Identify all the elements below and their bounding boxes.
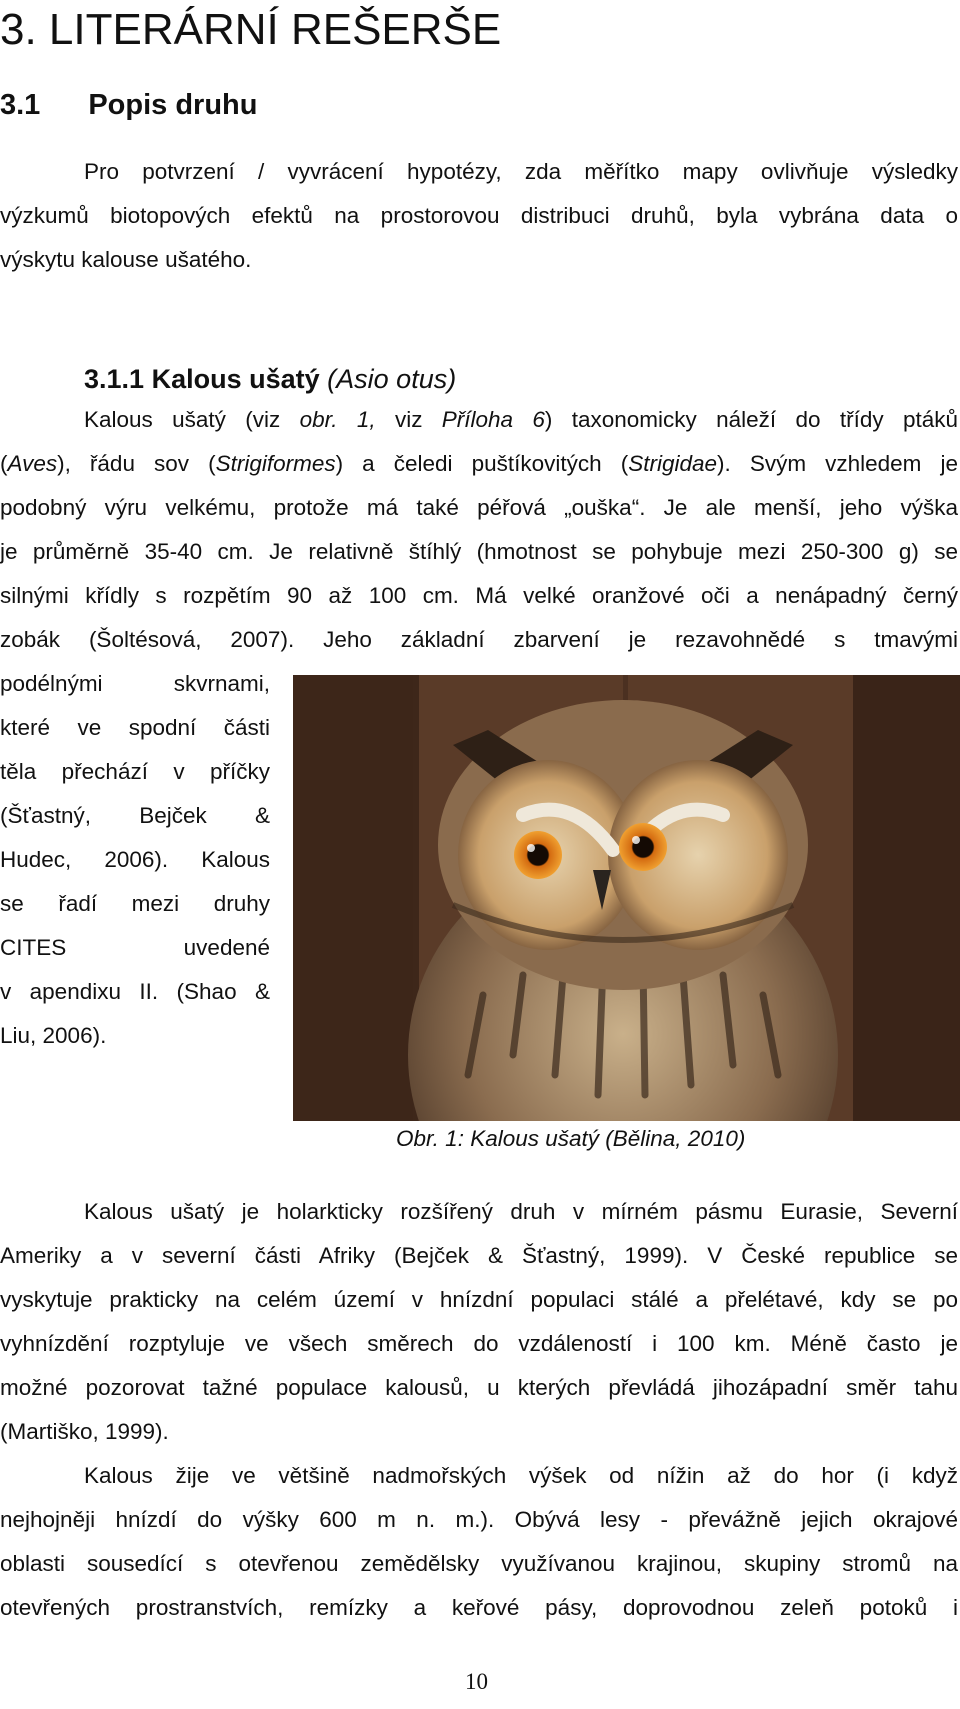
figure-reference: obr. 1, <box>299 407 376 432</box>
habitat-line-4: otevřených prostranstvích, remízky a keřové pásy, doprovodnou zeleň potoků i <box>0 1595 958 1620</box>
intro-line-1: Pro potvrzení / vyvrácení hypotézy, zda měřítko mapy ovlivňuje výsledky <box>84 159 958 184</box>
subsection-number: 3.1.1 <box>84 364 145 394</box>
owl-narrow-line-2: které ve spodní části <box>0 715 270 740</box>
owl-line-6: zobák (Šoltésová, 2007). Jeho základní zbarvení je rezavohnědé s tmavými <box>0 627 958 652</box>
section-title: Popis druhu <box>88 89 258 121</box>
owl-line-1: Kalous ušatý (viz obr. 1, viz Příloha 6) taxonomicky náleží do třídy ptáků <box>84 407 958 432</box>
owl-line-5: silnými křídly s rozpětím 90 až 100 cm. Má velké oranžové oči a nenápadný černý <box>0 583 958 608</box>
figure-caption: Obr. 1: Kalous ušatý (Bělina, 2010) <box>396 1126 746 1151</box>
long-eared-owl-photo <box>293 675 960 1121</box>
distribution-line-3: vyskytuje prakticky na celém území v hnízdní populaci stálé a přelétavé, kdy se po <box>0 1287 958 1312</box>
owl-narrow-line-6: se řadí mezi druhy <box>0 891 270 916</box>
section-heading <box>0 87 258 123</box>
distribution-line-4: vyhnízdění rozptyluje ve všech směrech do vzdáleností i 100 km. Méně často je <box>0 1331 958 1356</box>
owl-narrow-line-7: CITES uvedené <box>0 935 270 960</box>
chapter-heading: 3. LITERÁRNÍ REŠERŠE <box>0 5 502 54</box>
owl-narrow-line-9: Liu, 2006). <box>0 1023 107 1048</box>
page-number: 10 <box>465 1669 488 1694</box>
owl-line-2: (Aves), řádu sov (Strigiformes) a čeledi puštíkovitých (Strigidae). Svým vzhledem je <box>0 451 958 476</box>
distribution-line-5: možné pozorovat tažné populace kalousů, u kterých převládá jihozápadní směr tahu <box>0 1375 958 1400</box>
intro-line-3: výskytu kalouse ušatého. <box>0 247 252 272</box>
habitat-line-3: oblasti sousedící s otevřenou zemědělsky využívanou krajinou, skupiny stromů na <box>0 1551 958 1576</box>
owl-narrow-line-8: v apendixu II. (Shao & <box>0 979 270 1004</box>
habitat-line-2: nejhojněji hnízdí do výšky 600 m n. m.). Obývá lesy - převážně jejich okrajové <box>0 1507 958 1532</box>
intro-line-2: výzkumů biotopových efektů na prostorovou distribuci druhů, byla vybrána data o <box>0 203 958 228</box>
owl-narrow-line-3: těla přechází v příčky <box>0 759 270 784</box>
habitat-line-1: Kalous žije ve většině nadmořských výšek od nížin až do hor (i když <box>84 1463 958 1488</box>
section-number: 3.1 <box>0 89 41 121</box>
owl-narrow-line-4: (Šťastný, Bejček & <box>0 803 270 828</box>
subsection-latin-name: (Asio otus) <box>327 364 457 394</box>
subsection-heading <box>84 362 456 396</box>
owl-line-4: je průměrně 35-40 cm. Je relativně štíhlý (hmotnost se pohybuje mezi 250-300 g) se <box>0 539 958 564</box>
distribution-line-2: Ameriky a v severní části Afriky (Bejček & Šťastný, 1999). V České republice se <box>0 1243 958 1268</box>
distribution-line-6: (Martiško, 1999). <box>0 1419 169 1444</box>
owl-line-3: podobný výru velkému, protože má také péřová „ouška“. Je ale menší, jeho výška <box>0 495 958 520</box>
distribution-line-1: Kalous ušatý je holarkticky rozšířený druh v mírném pásmu Eurasie, Severní <box>84 1199 958 1224</box>
owl-narrow-line-5: Hudec, 2006). Kalous <box>0 847 270 872</box>
subsection-title: Kalous ušatý <box>151 364 320 394</box>
owl-narrow-line-1: podélnými skvrnami, <box>0 671 270 696</box>
appendix-reference: Příloha 6 <box>441 407 545 432</box>
